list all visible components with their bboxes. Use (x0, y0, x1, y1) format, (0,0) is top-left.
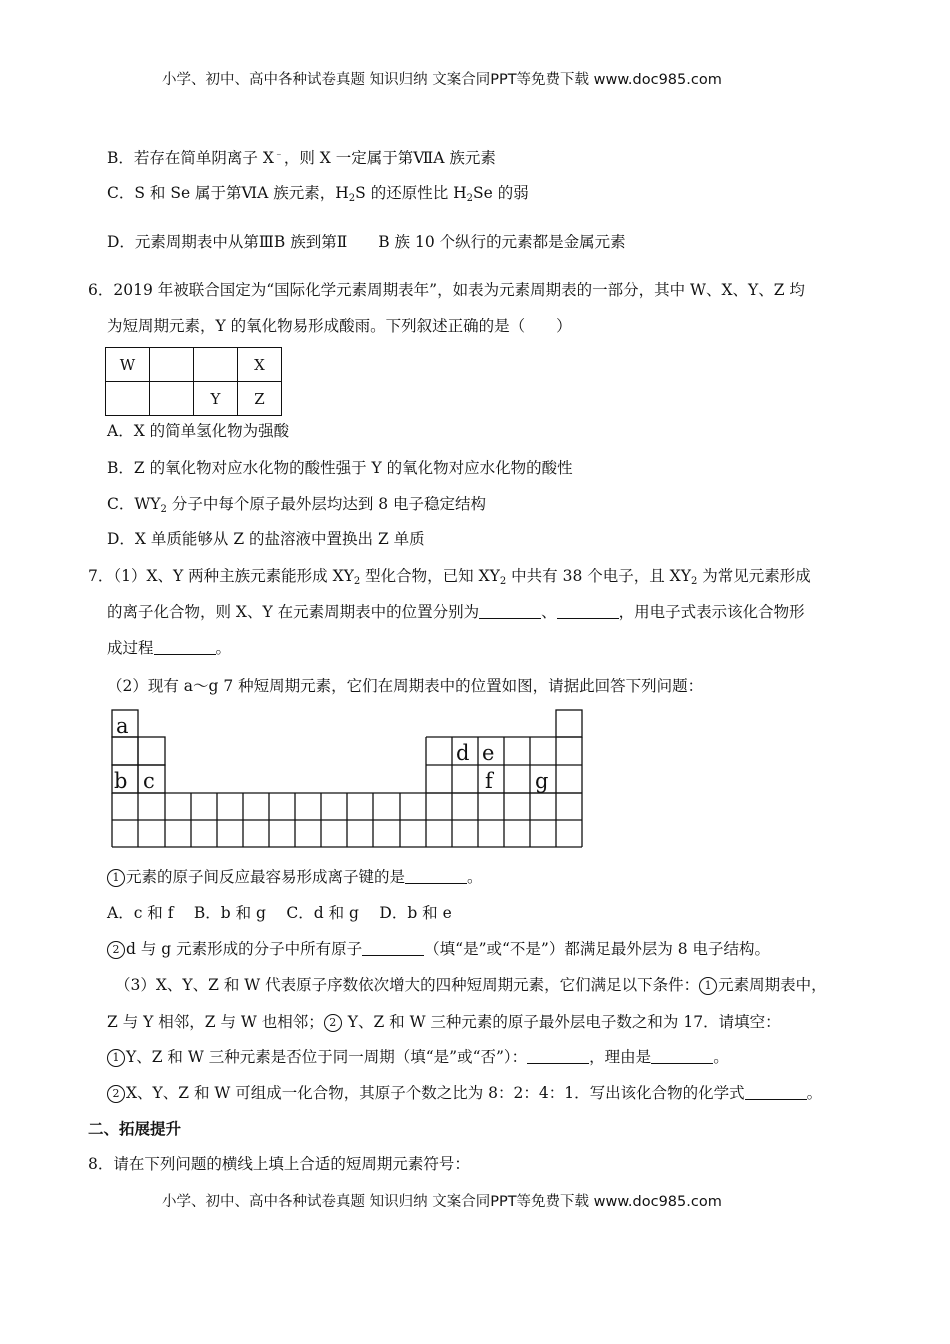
q7-p1-sub: 2 (499, 576, 507, 587)
q7-p1-text: 7．（1）X、Y 两种主族元素能形成 XY (88, 567, 354, 585)
pt-lower-block (112, 793, 582, 847)
pt-label-b: b (114, 769, 128, 793)
q7-p1-text2: 型化合物，已知 XY (360, 567, 500, 585)
pt-label-d: d (456, 741, 470, 765)
section-heading: 二、拓展提升 (88, 1119, 182, 1138)
pt-label-f: f (485, 769, 493, 793)
q7-sub2-text: d 与 g 元素形成的分子中所有原子 (126, 940, 363, 958)
q6-option-b: B．Z 的氧化物对应水化物的酸性强于 Y 的氧化物对应水化物的酸性 (107, 459, 573, 477)
q7-p1-text4: 为常见元素形成 (697, 567, 811, 585)
q7-part3-line1 (115, 975, 827, 995)
q6-cell-empty (150, 382, 194, 416)
q6-option-c-text2: 分子中每个原子最外层均达到 8 电子稳定结构 (166, 495, 487, 513)
circled-number-1: 1 (107, 869, 125, 887)
q6-option-c-text: C．WY (107, 495, 161, 513)
pt-right-block (426, 737, 582, 793)
q5-option-b-text2: ，则 X 一定属于第ⅦA 族元素 (283, 149, 496, 167)
page-footer: 小学、初中、高中各种试卷真题 知识归纳 文案合同PPT等免费下载 www.doc985.com (162, 1194, 722, 1210)
pt-cell (138, 737, 165, 765)
q6-option-c-sub: 2 (160, 504, 167, 515)
q7-p1-sub: 2 (690, 576, 698, 587)
q6-stem-line1: 6．2019 年被联合国定为“国际化学元素周期表年”，如表为元素周期表的一部分，其中 W、X、Y、Z 均 (88, 281, 805, 299)
q5-option-c-text: C．S 和 Se 属于第ⅥA 族元素，H (107, 184, 349, 202)
q6-periodic-table (105, 347, 282, 416)
q6-cell-z: Z (238, 382, 282, 416)
page-header: 小学、初中、高中各种试卷真题 知识归纳 文案合同PPT等免费下载 www.doc985.com (162, 72, 722, 88)
q5-option-b-text: B．若存在简单阴离子 X (107, 149, 274, 167)
q6-cell-empty (106, 382, 150, 416)
q7-blank-position-x[interactable] (479, 603, 541, 619)
q7-p2-text2: ，用电子式表示该化合物形 (618, 603, 805, 621)
q7-p2-text: 的离子化合物，则 X、Y 在元素周期表中的位置分别为 (107, 603, 480, 621)
q5-option-b-sup: ﹣ (273, 148, 284, 160)
q7-p3-intro2: 元素周期表中， (718, 976, 827, 994)
q8-stem: 8．请在下列问题的横线上填上合适的短周期元素符号： (88, 1155, 470, 1173)
q7-part3-q1 (107, 1047, 729, 1067)
q7-p3-cond: Z 与 Y 相邻，Z 与 W 也相邻； (107, 1013, 324, 1031)
q5-option-d: D．元素周期表中从第ⅢB 族到第Ⅱ B 族 10 个纵行的元素都是金属元素 (107, 233, 626, 251)
circled-number-2: 2 (107, 941, 125, 959)
circled-number-2: 2 (324, 1014, 342, 1032)
q7-p1-text3: 中共有 38 个电子，且 XY (506, 567, 691, 585)
q6-option-d: D．X 单质能够从 Z 的盐溶液中置换出 Z 单质 (107, 530, 425, 548)
q7-blank-position-y[interactable] (557, 603, 619, 619)
q6-option-c (107, 494, 486, 514)
q7-p1-sub: 2 (353, 576, 361, 587)
q7-p3-q2-text: X、Y、Z 和 W 可组成一化合物，其原子个数之比为 8：2：4：1．写出该化合物的化学式 (126, 1084, 745, 1102)
q7-part3-q2 (107, 1083, 822, 1103)
q6-cell-empty (194, 348, 238, 382)
pt-label-a: a (116, 714, 129, 738)
q5-option-c-text3: Se 的弱 (473, 184, 529, 202)
q6-cell-w: W (106, 348, 150, 382)
q7-blank-formula[interactable] (745, 1084, 807, 1100)
circled-number-1: 1 (107, 1049, 125, 1067)
q7-part3-line2 (107, 1012, 781, 1032)
q7-sub2 (107, 939, 770, 959)
q7-periodic-table-figure (110, 708, 586, 850)
q7-part1-line2 (107, 602, 805, 622)
q7-sub1-text: 元素的原子间反应最容易形成离子键的是 (126, 868, 406, 886)
q7-sub1-end: 。 (467, 868, 483, 886)
q6-option-a: A．X 的简单氢化物为强酸 (107, 422, 290, 440)
q7-sub1 (107, 867, 483, 887)
circled-number-2: 2 (107, 1085, 125, 1103)
q7-part1-line3 (107, 638, 231, 658)
q7-blank-formation-process[interactable] (154, 639, 216, 655)
q5-option-c (107, 183, 529, 203)
q6-cell-y: Y (194, 382, 238, 416)
q7-p3-text: 成过程 (107, 639, 154, 657)
q7-blank-ionic-bond[interactable] (405, 868, 467, 884)
q7-part1-line1 (88, 566, 811, 586)
q7-p3-q1-text: Y、Z 和 W 三种元素是否位于同一周期（填“是”或“否”）： (126, 1048, 528, 1066)
pt-cell (112, 737, 138, 765)
q7-p3-q1-text2: ，理由是 (589, 1048, 652, 1066)
circled-number-1: 1 (699, 977, 717, 995)
q5-option-c-sub1: 2 (348, 193, 356, 204)
q7-p3-cond2: Y、Z 和 W 三种元素的原子最外层电子数之和为 17．请填空： (342, 1013, 781, 1031)
pt-cell-he (556, 710, 582, 737)
q7-p3-q1-end: 。 (713, 1048, 729, 1066)
pt-label-c: c (143, 769, 155, 793)
q6-cell-x: X (238, 348, 282, 382)
q5-option-b (107, 148, 496, 168)
q7-p2-sep: 、 (541, 603, 557, 621)
q5-option-c-text2: S 的还原性比 H (355, 184, 467, 202)
pt-label-e: e (482, 741, 495, 765)
q7-sub1-options: A．c 和 f B．b 和 g C．d 和 g D．b 和 e (107, 904, 452, 922)
q7-blank-same-period[interactable] (527, 1048, 589, 1064)
q7-p3-q2-end: 。 (806, 1084, 823, 1102)
q6-stem-line2: 为短周期元素，Y 的氧化物易形成酸雨。下列叙述正确的是（ ） (107, 317, 572, 335)
q7-p3-end: 。 (215, 639, 232, 657)
q7-blank-reason[interactable] (651, 1048, 713, 1064)
q7-sub2-text2: （填“是”或“不是”）都满足最外层为 8 电子结构。 (424, 940, 771, 958)
q5-option-c-sub2: 2 (466, 193, 474, 204)
q7-p3-intro: （3）X、Y、Z 和 W 代表原子序数依次增大的四种短周期元素，它们满足以下条件： (115, 976, 700, 994)
pt-label-g: g (535, 769, 549, 793)
q7-part2-intro: （2）现有 a～g 7 种短周期元素，它们在周期表中的位置如图，请据此回答下列问题： (107, 677, 704, 695)
q6-cell-empty (150, 348, 194, 382)
q7-blank-octet[interactable] (362, 940, 424, 956)
